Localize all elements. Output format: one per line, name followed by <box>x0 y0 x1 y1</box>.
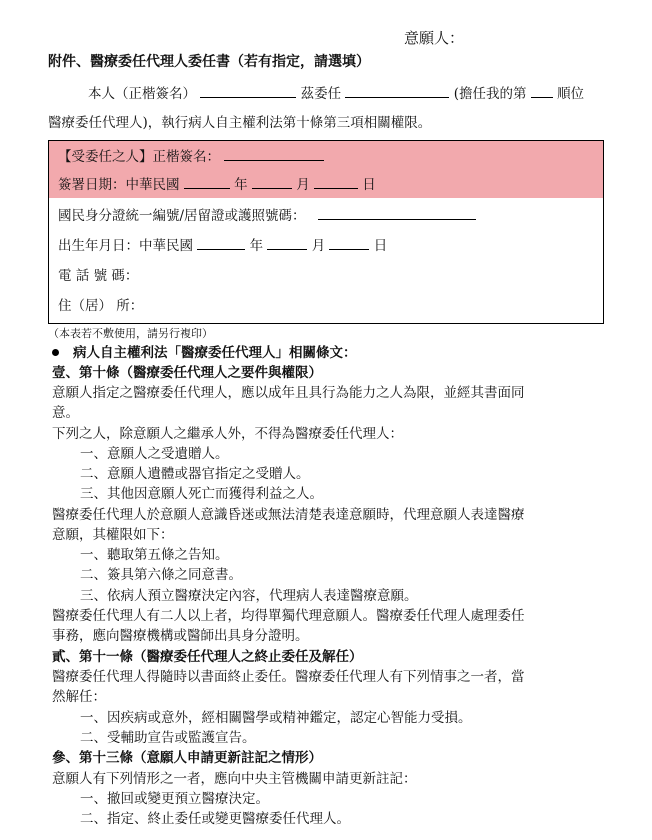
article-11-heading: 貳、第十一條（醫療委任代理人之終止委任及解任） <box>52 649 363 665</box>
address-label: 住（居） 所： <box>58 298 144 314</box>
phone-label: 電 話 號 碼： <box>58 268 139 284</box>
birth-year-field[interactable] <box>197 234 245 250</box>
order-number-blank[interactable] <box>531 82 553 98</box>
article-11-item: 二、受輔助宣告或監護宣告。 <box>80 730 256 746</box>
id-number-field[interactable] <box>318 204 476 220</box>
article-10-para-1b: 意。 <box>52 405 79 421</box>
id-row <box>58 204 476 224</box>
article-11-para-1a: 醫療委任代理人得隨時以書面終止委任。醫療委任代理人有下列情事之一者，當 <box>52 669 525 685</box>
copy-note: （本表若不敷使用，請另行複印） <box>48 327 213 340</box>
article-10-power: 二、簽具第六條之同意書。 <box>80 567 242 583</box>
sign-date-label: 簽署日期：中華民國 <box>58 177 180 193</box>
intro-rank-label: 順位 <box>557 86 585 102</box>
agent-name-blank[interactable] <box>345 82 449 98</box>
sign-date-month-field[interactable] <box>252 173 292 189</box>
intro-appoint-label: 茲委任 <box>300 86 342 102</box>
article-13-para-1: 意願人有下列情形之一者，應向中央主管機關申請更新註記： <box>52 771 417 787</box>
principal-signature-blank[interactable] <box>200 82 296 98</box>
article-10-heading: 壹、第十條（醫療委任代理人之要件與權限） <box>52 365 322 381</box>
sign-date-day-field[interactable] <box>314 173 358 189</box>
article-13-item: 二、指定、終止委任或變更醫療委任代理人。 <box>80 811 350 827</box>
article-10-item: 一、意願人之受遺贈人。 <box>80 446 229 462</box>
article-10-power: 一、聽取第五條之告知。 <box>80 547 229 563</box>
article-10-para-4b: 事務，應向醫療機構或醫師出具身分證明。 <box>52 628 309 644</box>
article-13-item: 一、撤回或變更預立醫療決定。 <box>80 791 269 807</box>
sign-date-row <box>58 173 376 193</box>
address-row <box>58 294 143 314</box>
phone-row <box>58 264 138 284</box>
birth-day-field[interactable] <box>329 234 369 250</box>
article-10-power: 三、依病人預立醫療決定內容，代理病人表達醫療意願。 <box>80 588 418 604</box>
id-label: 國民身分證統一編號/居留證或護照號碼： <box>58 208 306 224</box>
intro-line-1 <box>88 82 584 102</box>
birth-year-unit: 年 <box>249 238 264 254</box>
birth-month-field[interactable] <box>267 234 307 250</box>
sign-date-day-unit: 日 <box>362 177 376 193</box>
agent-sign-row <box>58 145 324 165</box>
article-10-para-4a: 醫療委任代理人有二人以上者，均得單獨代理意願人。醫療委任代理人處理委任 <box>52 608 525 624</box>
birth-row <box>58 234 387 254</box>
sign-date-month-unit: 月 <box>296 177 310 193</box>
article-10-item: 三、其他因意願人死亡而獲得利益之人。 <box>80 486 323 502</box>
intro-order-label: (擔任我的第 <box>453 86 527 102</box>
page-title: 附件、醫療委任代理人委任書（若有指定，請選填） <box>48 54 370 70</box>
sign-date-year-unit: 年 <box>234 177 248 193</box>
article-10-para-2: 下列之人，除意願人之繼承人外，不得為醫療委任代理人： <box>52 426 403 442</box>
section-header <box>52 341 357 361</box>
article-11-item: 一、因疾病或意外，經相關醫學或精神鑑定，認定心智能力受損。 <box>80 710 472 726</box>
article-11-para-1b: 然解任： <box>52 689 106 705</box>
agent-signature-field[interactable] <box>224 145 324 161</box>
article-10-para-3b: 意願，其權限如下： <box>52 527 174 543</box>
article-10-para-1a: 意願人指定之醫療委任代理人，應以成年且具行為能力之人為限，並經其書面同 <box>52 385 525 401</box>
signer-label: 意願人： <box>404 29 465 47</box>
sign-date-year-field[interactable] <box>184 173 230 189</box>
section-header-text: 病人自主權利法「醫療委任代理人」相關條文： <box>73 345 357 361</box>
birth-day-unit: 日 <box>373 238 388 254</box>
intro-line-2: 醫療委任代理人)，執行病人自主權利法第十條第三項相關權限。 <box>48 115 432 131</box>
agent-sign-label: 【受委任之人】正楷簽名： <box>58 149 220 165</box>
bullet-icon <box>52 349 59 356</box>
birth-month-unit: 月 <box>311 238 326 254</box>
article-13-heading: 參、第十三條（意願人申請更新註記之情形） <box>52 750 322 766</box>
intro-signature-label: 本人（正楷簽名） <box>88 86 196 102</box>
article-10-item: 二、意願人遺體或器官指定之受贈人。 <box>80 466 310 482</box>
birth-label: 出生年月日：中華民國 <box>58 238 193 254</box>
article-10-para-3a: 醫療委任代理人於意願人意識昏迷或無法清楚表達意願時，代理意願人表達醫療 <box>52 507 525 523</box>
